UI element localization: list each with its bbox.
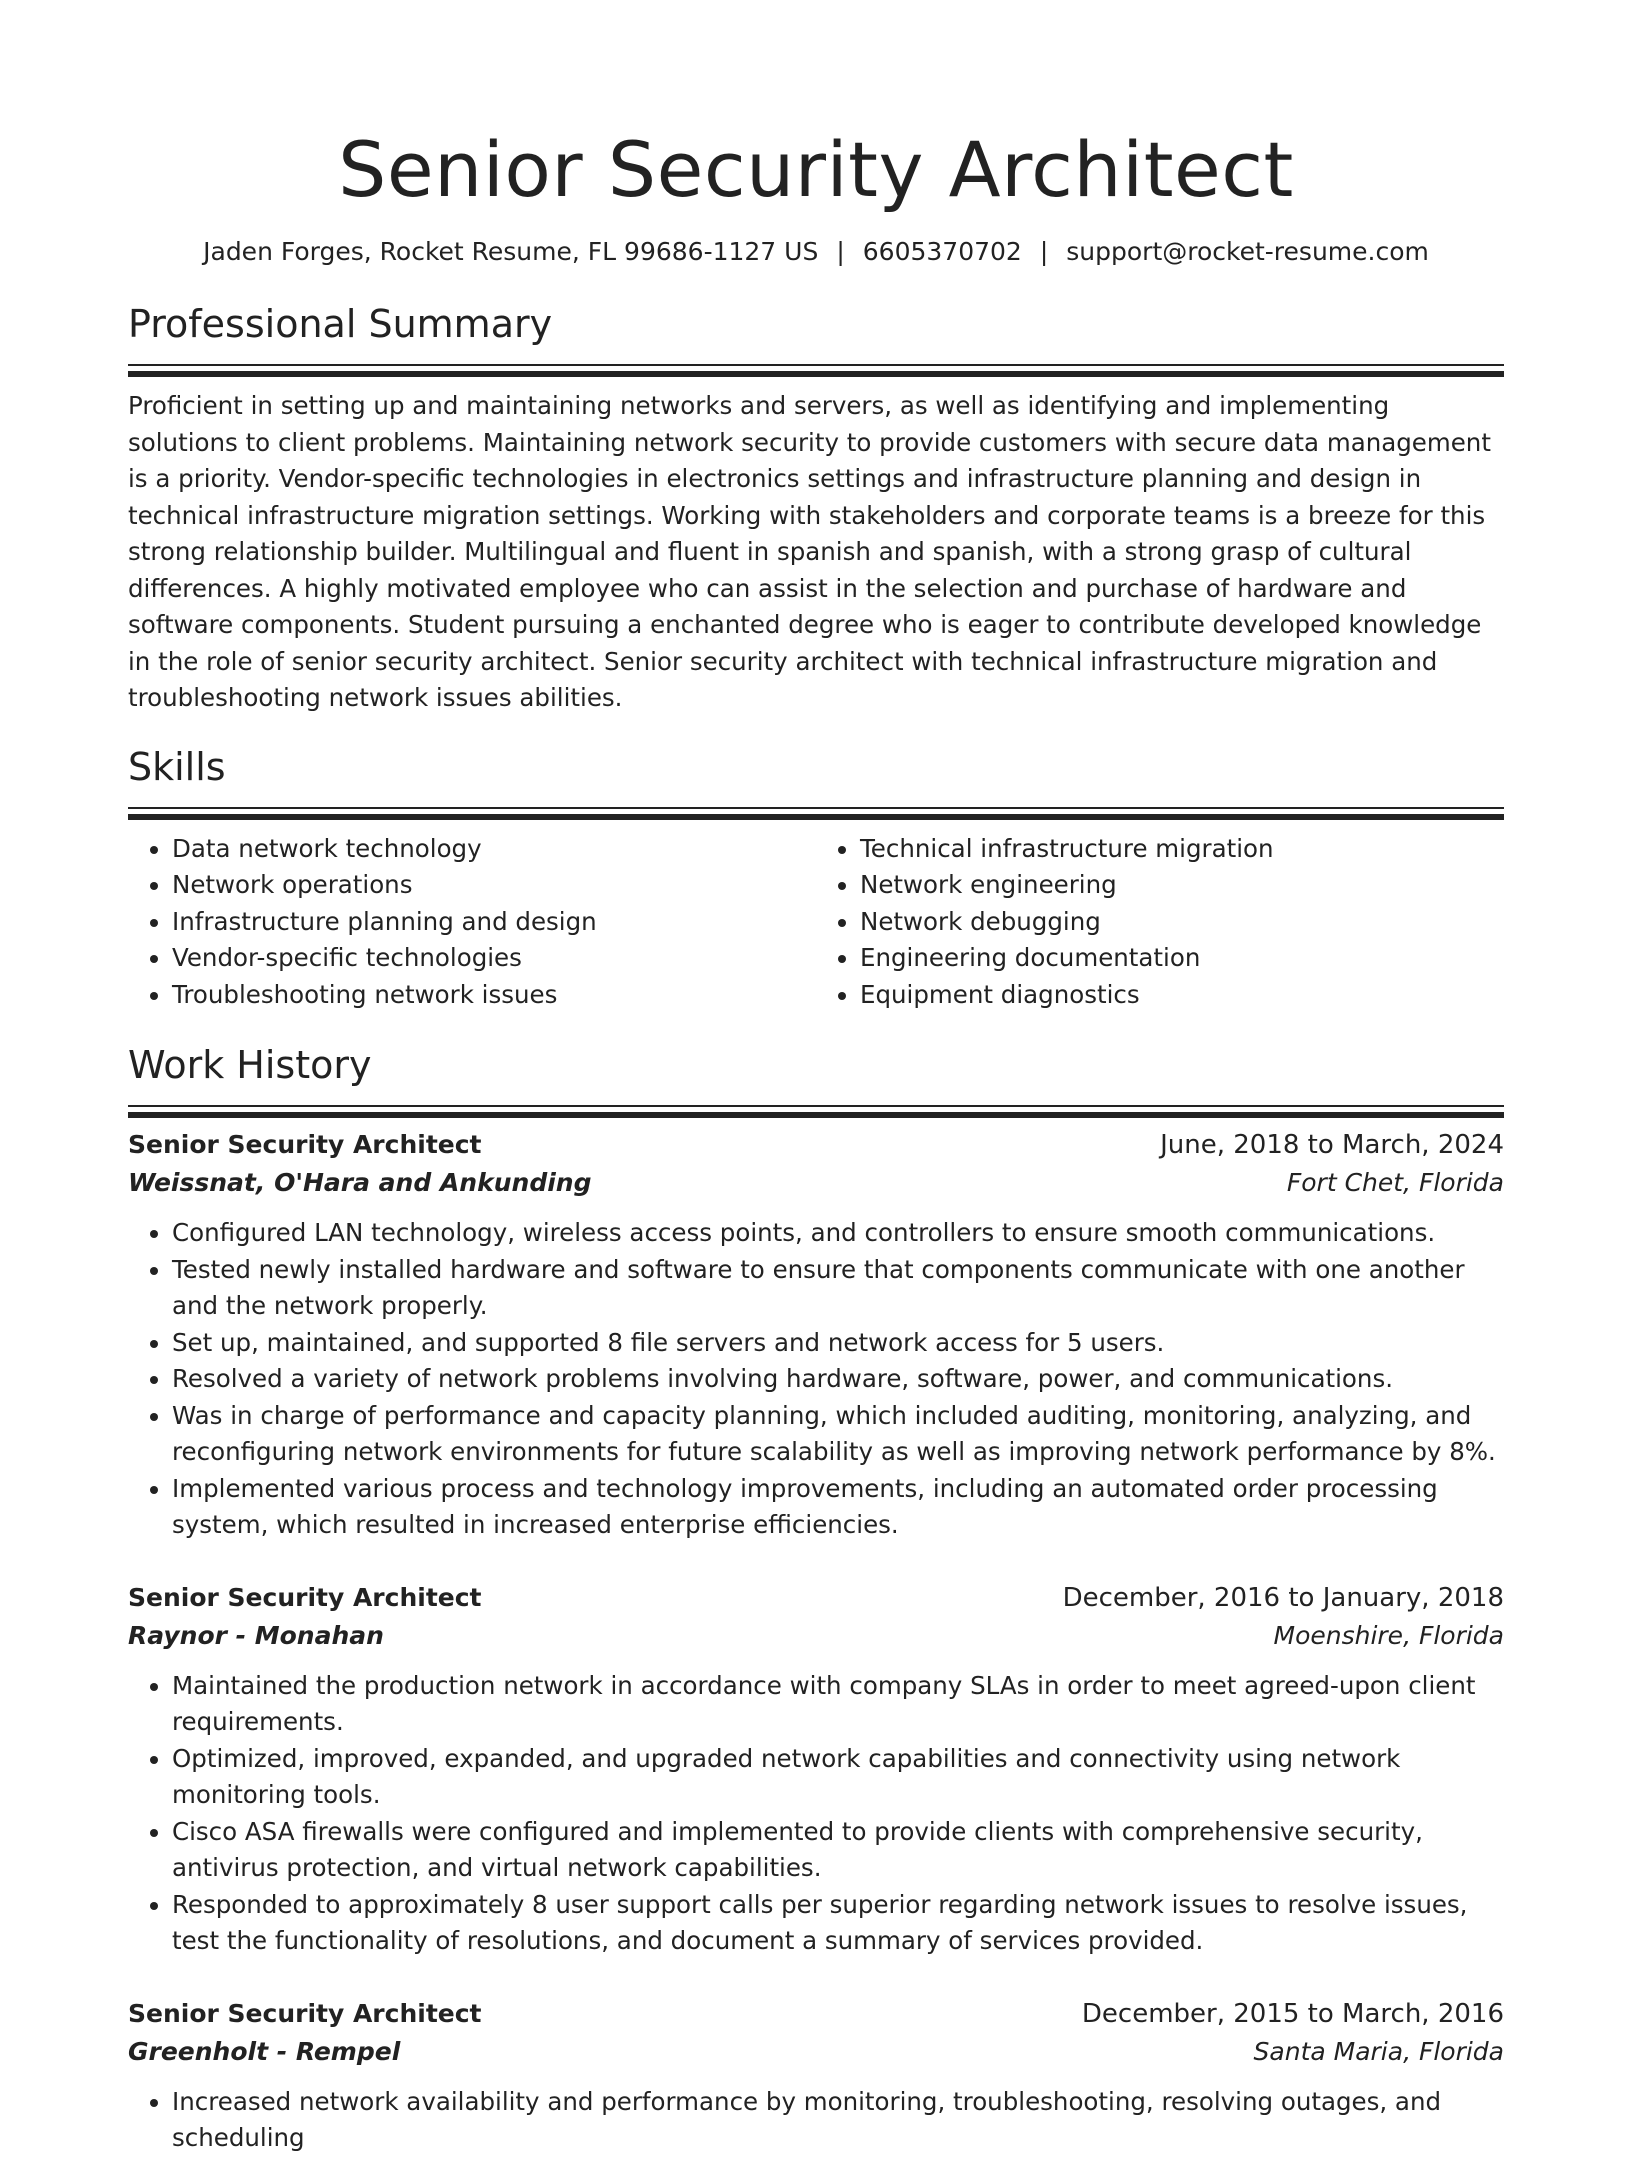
skills-columns: [128, 831, 1504, 1014]
job-company: Raynor - Monahan: [128, 1620, 384, 1650]
job-bullet: • Optimized, improved, expanded, and upgraded network capabilities and connectivity using network monitoring tools.: [172, 1741, 1504, 1814]
skill-item: • Engineering documentation: [860, 940, 1504, 977]
job-dates: June, 2018 to March, 2024: [1160, 1130, 1504, 1160]
job-bullet: • Increased network availability and performance by monitoring, troubleshooting, resolving outages, and scheduling: [172, 2084, 1504, 2157]
job-dates: December, 2016 to January, 2018: [1062, 1582, 1504, 1613]
job-bullet: • Tested newly installed hardware and software to ensure that components communicate with one another and the network properly.: [172, 1252, 1504, 1325]
contact-phone: 6605370702: [862, 237, 1022, 266]
summary-text: Proficient in setting up and maintaining networks and servers, as well as identifying and implementing solutions to client problems. Maintaining network security to provide customers with secure data management is a priority. Vendor-specific technologies in electronics settings and infrastructure planning and design in technical infrastructure migration settings. Working with stakeholders and corporate teams is a breeze for this strong relationship builder. Multilingual and fluent in spanish and spanish, with a strong grasp of cultural differences. A highly motivated employee who can assist in the selection and purchase of hardware and software components. Student pursuing a enchanted degree who is eager to contribute developed knowledge in the role of senior security architect. Senior security architect with technical infrastructure migration and troubleshooting network issues abilities.: [128, 391, 1491, 712]
job-company-row: [128, 2032, 1504, 2072]
job-header-row: [128, 1996, 1504, 2032]
summary-section: [128, 300, 1504, 717]
skill-item: • Network debugging: [860, 904, 1504, 941]
contact-address: Jaden Forges, Rocket Resume, FL 99686-1127 US: [203, 237, 819, 266]
job-location: Santa Maria, Florida: [1253, 2036, 1504, 2066]
job-header-row: [128, 1580, 1504, 1616]
work-history-heading: Work History: [128, 1043, 372, 1087]
job-entry: [128, 1996, 1504, 2157]
section-divider: [128, 807, 1504, 809]
job-bullet: • Responded to approximately 8 user support calls per superior regarding network issues to resolve issues, test the functionality of resolutions, and document a summary of services provided.: [172, 1887, 1504, 1960]
job-bullet: • Implemented various process and technology improvements, including an automated order processing system, which resulted in increased enterprise efficiencies.: [172, 1471, 1504, 1544]
job-header-row: [128, 1127, 1504, 1163]
skill-item: • Troubleshooting network issues: [172, 977, 816, 1014]
job-title: Senior Security Architect: [128, 1130, 482, 1159]
summary-heading: Professional Summary: [128, 302, 553, 346]
skills-list-right: [816, 831, 1504, 1014]
job-entry: [128, 1127, 1504, 1544]
skill-item: • Data network technology: [172, 831, 816, 868]
job-bullet: • Resolved a variety of network problems involving hardware, software, power, and communications.: [172, 1361, 1504, 1398]
job-location: Fort Chet, Florida: [1286, 1168, 1504, 1197]
job-title: Senior Security Architect: [128, 1998, 482, 2028]
skill-item: • Infrastructure planning and design: [172, 904, 816, 941]
contact-email[interactable]: support@rocket-resume.com: [1066, 237, 1429, 266]
job-bullets: [128, 2084, 1504, 2157]
resume-title: Senior Security Architect: [338, 125, 1294, 214]
section-divider: [128, 364, 1504, 366]
job-bullets: [128, 1215, 1504, 1544]
job-bullet: • Maintained the production network in accordance with company SLAs in order to meet agreed-upon client requirements.: [172, 1668, 1504, 1741]
job-company: Greenholt - Rempel: [128, 2036, 401, 2066]
job-bullet: • Set up, maintained, and supported 8 file servers and network access for 5 users.: [172, 1325, 1504, 1362]
skill-item: • Technical infrastructure migration: [860, 831, 1504, 868]
job-company-row: [128, 1616, 1504, 1656]
job-location: Moenshire, Florida: [1273, 1620, 1504, 1650]
job-company-row: [128, 1163, 1504, 1203]
job-bullet: • Cisco ASA firewalls were configured and implemented to provide clients with comprehensive security, antivirus protection, and virtual network capabilities.: [172, 1814, 1504, 1887]
job-entry: [128, 1580, 1504, 1960]
contact-line: [128, 236, 1504, 268]
job-bullet: • Was in charge of performance and capacity planning, which included auditing, monitoring, analyzing, and reconfiguring network environments for future scalability as well as improving network performance by 8%.: [172, 1398, 1504, 1471]
skill-item: • Network operations: [172, 867, 816, 904]
skills-heading: Skills: [128, 744, 226, 789]
skill-item: • Vendor-specific technologies: [172, 940, 816, 977]
skills-section: [128, 743, 1504, 1014]
contact-separator: |: [1039, 237, 1049, 266]
job-bullet: • Configured LAN technology, wireless access points, and controllers to ensure smooth communications.: [172, 1215, 1504, 1252]
skill-item: • Network engineering: [860, 867, 1504, 904]
job-dates: December, 2015 to March, 2016: [1081, 1998, 1504, 2029]
resume-page: [128, 0, 1504, 2157]
work-history-section: [128, 1041, 1504, 2157]
section-divider: [128, 1105, 1504, 1107]
skill-item: • Equipment diagnostics: [860, 977, 1504, 1014]
job-company: Weissnat, O'Hara and Ankunding: [128, 1168, 592, 1197]
skills-list-left: [128, 831, 816, 1014]
contact-separator: |: [836, 237, 845, 266]
job-bullets: [128, 1668, 1504, 1960]
job-title: Senior Security Architect: [128, 1582, 482, 1612]
